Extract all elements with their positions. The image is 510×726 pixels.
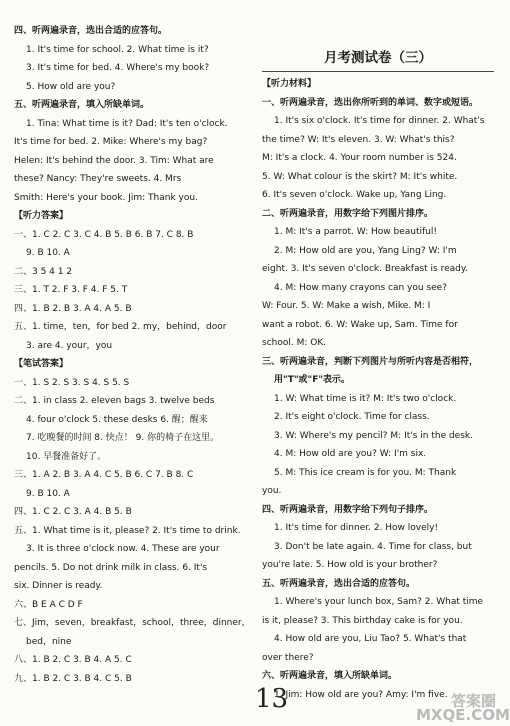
- text-line: pencils. 5. Do not drink milk in class. 6. It's: [14, 562, 208, 573]
- text-line: 4. How old are you, Liu Tao? 5. What's that: [274, 634, 467, 644]
- text-line: 四、1. C 2. C 3. A 4. B 5. B: [14, 507, 132, 517]
- text-line: you.: [262, 486, 282, 496]
- text-line: 1. It's time for school. 2. What time is it?: [26, 44, 209, 55]
- text-line: 9. B 10. A: [26, 248, 70, 258]
- page-title: 月考测试卷（三）: [324, 50, 432, 66]
- text-line: Helen: It's behind the door. 3. Tim: What are: [14, 155, 214, 166]
- text-line: 3. It's time for bed. 4. Where's my book?: [26, 63, 210, 73]
- text-line: 10. 早餐准备好了。: [26, 451, 107, 462]
- text-line: 一、1. S 2. S 3. S 4. S 5. S: [14, 377, 130, 388]
- text-line: 九、1. B 2. C 3. B 4. C 5. B: [14, 673, 132, 684]
- text-line: 1. Tina: What time is it? Dad: It's ten o'clock.: [26, 118, 228, 129]
- text-line: M: It's a clock. 4. Your room number is 524.: [262, 153, 457, 163]
- right-content: [262, 75, 494, 704]
- text-line: 3. W: Where's my pencil? M: It's in the desk.: [274, 430, 473, 441]
- text-line: over there?: [262, 652, 314, 663]
- text-line: 2. M: How old are you, Yang Ling? W: I'm: [274, 245, 457, 256]
- text-line: 4. M: How old are you? W: I'm six.: [274, 449, 427, 459]
- text-line: 4. four o'clock 5. these desks 6. 醒；醒来: [26, 414, 208, 425]
- text-line: 2. It's eight o'clock. Time for class.: [274, 412, 430, 422]
- text-line: 7. 吃晚餐的时间 8. 快点！ 9. 你的椅子在这里。: [26, 433, 220, 443]
- text-line: Smith: Here's your book. Jim: Thank you.: [14, 192, 198, 203]
- text-line: 四、1. B 2. B 3. A 4. A 5. B: [14, 303, 132, 314]
- text-line: school. M: OK.: [262, 338, 327, 348]
- right-column: [262, 0, 494, 704]
- text-line: 五、听两遍录音，选出合适的应答句。: [262, 578, 416, 589]
- text-line: bed，nine: [26, 636, 72, 647]
- text-line: eight. 3. It's seven o'clock. Breakfast is ready.: [262, 264, 468, 274]
- title-divider: [262, 71, 494, 72]
- text-line: 9. B 10. A: [26, 488, 70, 499]
- text-line: 六、听两遍录音，填入所缺单词。: [262, 671, 398, 681]
- text-line: 二、1. in class 2. eleven bags 3. twelve beds: [14, 396, 215, 406]
- text-line: 5. W: What colour is the skirt? M: It's white.: [262, 171, 458, 182]
- text-line: 五、1. time，ten，for bed 2. my，behind，door: [14, 322, 227, 332]
- text-line: 四、听两遍录音，用数字给下列句子排序。: [262, 504, 434, 515]
- text-line: 三、听两遍录音，判断下列图片与所听内容是否相符，: [262, 356, 479, 367]
- text-line: 3. It is three o'clock now. 4. These are your: [26, 544, 220, 554]
- text-line: 二、3 5 4 1 2: [14, 266, 73, 277]
- text-line: 4. M: How many crayons can you see?: [274, 282, 447, 293]
- text-line: 1. Jim: How old are you? Amy: I'm five.: [274, 689, 448, 700]
- text-line: is it, please? 3. This birthday cake is for you.: [262, 615, 463, 626]
- text-line: 6. It's seven o'clock. Wake up, Yang Ling.: [262, 190, 447, 200]
- text-line: 1. W: What time is it? M: It's two o'clock.: [274, 393, 457, 404]
- text-line: 1. M: It's a parrot. W: How beautiful!: [274, 227, 437, 237]
- text-line: 五、1. What time is it, please? 2. It's time to drink.: [14, 525, 241, 536]
- text-line: 一、听两遍录音，选出你所听到的单词、数字或短语。: [262, 97, 479, 108]
- text-line: 三、1. A 2. B 3. A 4. C 5. B 6. C 7. B 8. C: [14, 470, 194, 480]
- left-column: [14, 0, 250, 688]
- text-line: 用"T"或"F"表示。: [274, 375, 351, 385]
- text-line: 五、听两遍录音，填入所缺单词。: [14, 100, 150, 110]
- text-line: 四、听两遍录音，选出合适的应答句。: [14, 26, 168, 36]
- watermark-logo: 答案圈 MXQE.COM: [416, 692, 510, 724]
- text-line: 5. How old are you?: [26, 81, 116, 92]
- text-line: W: Four. 5. W: Make a wish, Mike. M: I: [262, 301, 431, 311]
- text-line: want a robot. 6. W: Wake up, Sam. Time for: [262, 319, 458, 330]
- text-line: six. Dinner is ready.: [14, 581, 103, 591]
- text-line: you're late. 5. How old is your brother?: [262, 560, 438, 570]
- text-line: 1. It's six o'clock. It's time for dinner. 2. What's: [274, 116, 485, 126]
- text-line: 六、B E A C D F: [14, 599, 83, 610]
- text-line: 一、1. C 2. C 3. C 4. B 5. B 6. B 7. C 8. B: [14, 229, 194, 240]
- text-line: 二、听两遍录音，用数字给下列图片排序。: [262, 208, 434, 219]
- text-line: 【听力答案】: [14, 211, 69, 221]
- text-line: these? Nancy: They're sweets. 4. Mrs: [14, 174, 182, 184]
- text-line: 1. It's time for dinner. 2. How lovely!: [274, 523, 439, 533]
- text-line: 1. Where's your lunch box, Sam? 2. What time: [274, 597, 484, 607]
- text-line: 三、1. T 2. F 3. F 4. F 5. T: [14, 285, 128, 295]
- text-line: 5. M: This ice cream is for you. M: Thank: [274, 467, 457, 478]
- text-line: 七、Jim，seven，breakfast，school，three，dinner，: [14, 618, 251, 628]
- text-line: 八、1. B 2. C 3. B 4. A 5. C: [14, 655, 132, 665]
- text-line: 【笔试答案】: [14, 359, 69, 369]
- text-line: It's time for bed. 2. Mike: Where's my bag?: [14, 137, 208, 147]
- text-line: 3. are 4. your，you: [26, 340, 113, 351]
- page-number: 13: [255, 684, 289, 714]
- text-line: the time? W: It's eleven. 3. W: What's this?: [262, 134, 455, 145]
- text-line: 【听力材料】: [262, 79, 317, 89]
- text-line: 3. Don't be late again. 4. Time for class, but: [274, 541, 472, 552]
